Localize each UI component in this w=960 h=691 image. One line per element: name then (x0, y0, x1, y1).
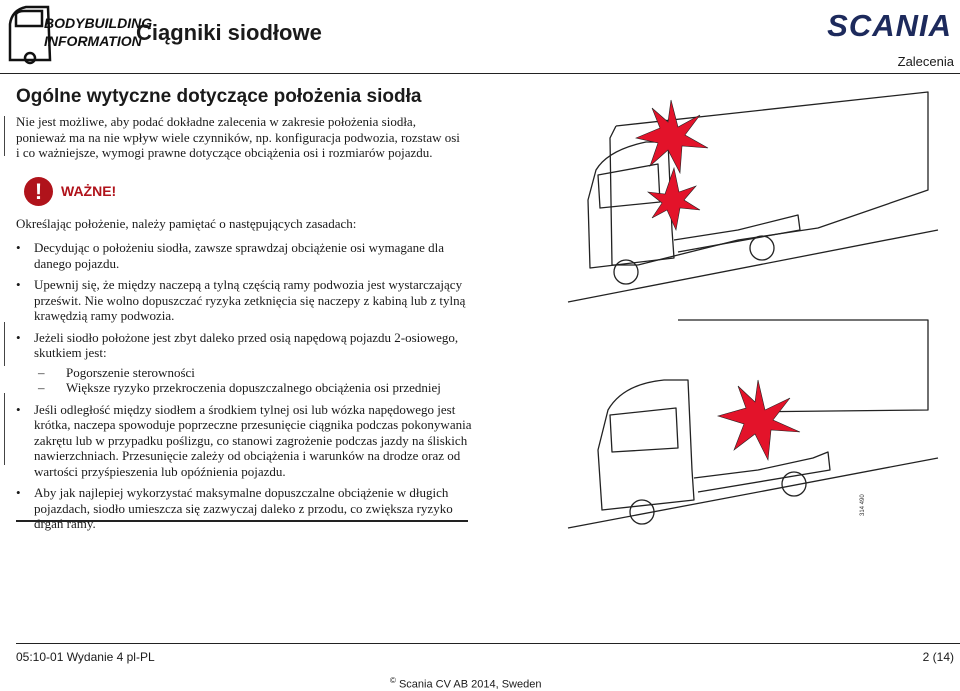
collision-star-icon (636, 100, 708, 173)
copyright-notice (390, 676, 541, 691)
list-item (16, 240, 476, 271)
copyright-text: Scania CV AB 2014, Sweden (398, 678, 542, 691)
footer-divider (16, 643, 960, 644)
page-title: Ciągniki siodłowe (136, 20, 322, 45)
sub-list-item: – Większe ryzyko przekroczenia dopuszczalnego obciążenia osi przedniej (34, 380, 476, 396)
collision-star-icon (648, 168, 700, 230)
figure-code: 314 490 (860, 494, 866, 516)
change-bar (4, 322, 5, 366)
logo-text-line-2: INFORMATION (44, 33, 142, 49)
consequences-list (34, 365, 476, 396)
logo-text-line-1: BODYBUILDING (44, 15, 153, 31)
header-divider (0, 73, 960, 74)
warning-label: WAŻNE! (61, 183, 117, 199)
sub-list-item: – Pogorszenie sterowności (34, 365, 476, 381)
list-item (16, 402, 476, 480)
scania-logo: SCANIA (827, 8, 952, 43)
section-end-rule (16, 520, 468, 522)
exclamation-icon: ! (24, 177, 53, 206)
bodybuilding-information-logo (4, 2, 153, 64)
rules-list (16, 240, 476, 538)
list-item-text: Jeżeli siodło położone jest zbyt daleko przed osią napędową pojazdu 2-osiowego, skutkiem jest: (34, 329, 459, 360)
intro-paragraph: Nie jest możliwe, aby podać dokładne zalecenia w zakresie położenia siodła, ponieważ ma na nie wpływ wiele czynników, np. konfiguracja podwozia, rozstaw osi i co ważniejsze, wymogi prawne dotyczące obciążenia osi i rozmiarów pojazdu. (16, 114, 460, 160)
change-bar (4, 116, 5, 156)
list-item-text: Aby jak najlepiej wykorzystać maksymalne dopuszczalne obciążenie w długich pojazdach, siodło umieszcza się zazwyczaj daleko z przodu, co zwiększa ryzyko drgań ramy. (34, 485, 453, 531)
document-reference: 05:10-01 Wydanie 4 pl-PL (16, 650, 155, 664)
truck-cab-outline (598, 380, 694, 510)
change-bar (4, 393, 5, 465)
page-number: 2 (14) (922, 650, 954, 664)
list-item (16, 330, 476, 396)
copyright-symbol: © (390, 676, 396, 685)
list-item-text: Upewnij się, że między naczepą a tylną częścią ramy podwozia jest wystarczający prześwit. Nie wolno dopuszczać ryzyka zetknięcia się naczepy z kabiną lub z tylną krawędzią ramy podwozia. (34, 277, 466, 323)
list-item-text: Decydując o położeniu siodła, zawsze sprawdzaj obciążenie osi wymagane dla danego pojazdu. (34, 240, 445, 271)
trailer-nose (610, 126, 638, 265)
list-item (16, 485, 476, 532)
section-label: Zalecenia (897, 54, 954, 69)
section-heading: Ogólne wytyczne dotyczące położenia siodła (16, 86, 422, 107)
trailer-clearance-illustration (568, 80, 938, 530)
trailer-cab-contact-scene (568, 92, 938, 302)
rules-lead-text: Określając położenie, należy pamiętać o następujących zasadach: (16, 216, 357, 231)
list-item-text: Jeśli odległość między siodłem a środkiem tylnej osi lub wózka napędowego jest krótka, naczepa spowoduje poprzeczne przesunięcie ciągnika podczas pokonywania zakrętu lub w przypadku poślizgu, co stanowi zagrożenie podczas jazdy na śliskich nawierzchniach. Przesunięcie zależy od obciążenia i warunków na drodze oraz od wartości przyśpieszenia lub opóźnienia pojazdu. (34, 401, 472, 479)
list-item (16, 277, 476, 324)
collision-star-icon (718, 380, 800, 460)
trailer-outline (678, 320, 928, 412)
